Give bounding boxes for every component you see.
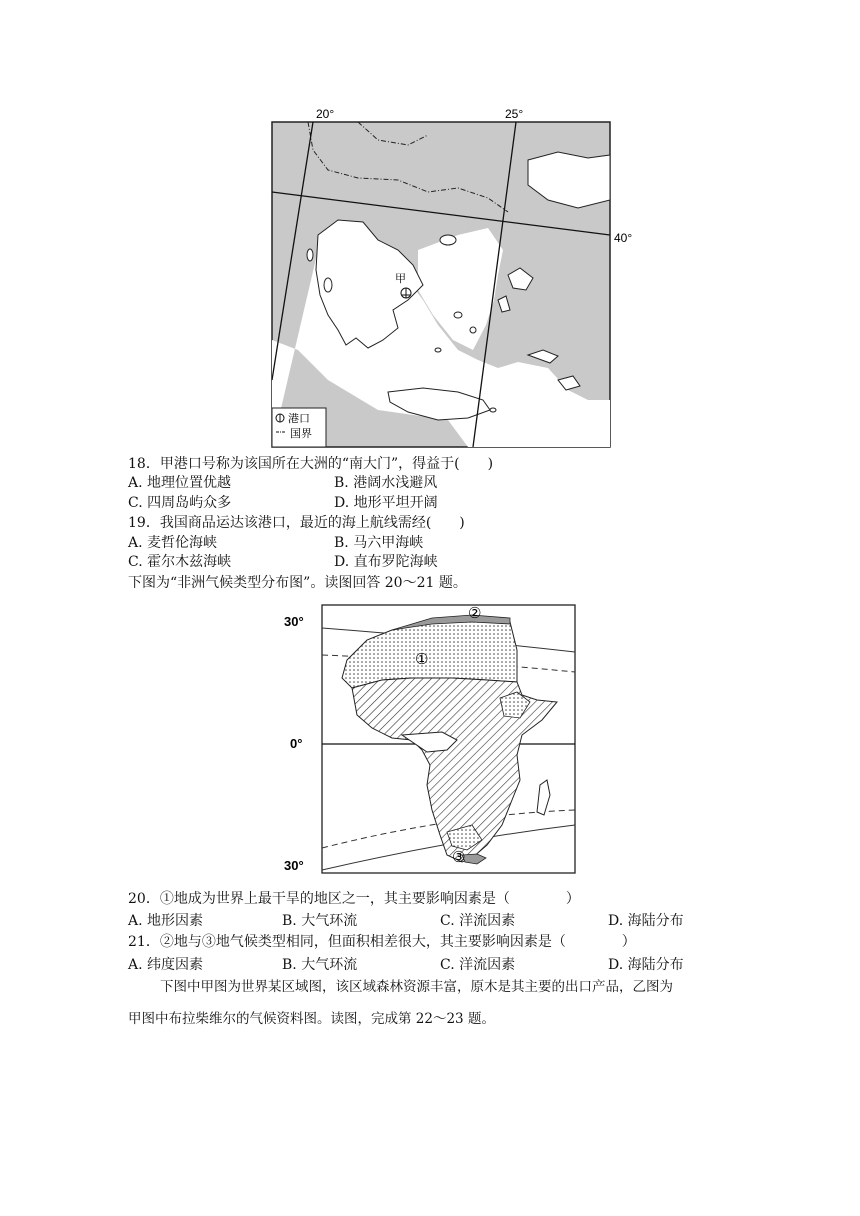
lat-label-40: 40°	[614, 231, 633, 245]
legend-border-label: 国界	[290, 428, 312, 440]
africa-climate-map	[272, 600, 592, 880]
intro-22-23-line1: 下图中甲图为世界某区域图，该区域森林资源丰富，原木是其主要的出口产品，乙图为	[160, 979, 673, 995]
q19-option-a[interactable]: A. 麦哲伦海峡	[128, 535, 218, 551]
q19-option-b[interactable]: B. 马六甲海峡	[334, 535, 424, 551]
q18-option-c[interactable]: C. 四周岛屿众多	[128, 495, 232, 511]
q18-option-d[interactable]: D. 地形平坦开阔	[334, 495, 438, 511]
q21-option-d[interactable]: D. 海陆分布	[608, 957, 684, 973]
marker-1: ①	[415, 651, 429, 668]
intro-20-21: 下图为“非洲气候类型分布图”。读图回答 20～21 题。	[128, 575, 467, 591]
lon-label-20: 20°	[316, 107, 335, 121]
greece-map	[258, 100, 638, 452]
lat-label-0: 0°	[290, 736, 303, 751]
q20-option-a[interactable]: A. 地形因素	[128, 913, 204, 929]
place-label-jia: 甲	[395, 273, 406, 285]
lat-label-30s: 30°	[284, 858, 304, 873]
q18-stem: 18．甲港口号称为该国所在大洲的“南大门”，得益于( )	[128, 456, 494, 472]
q19-option-c[interactable]: C. 霍尔木兹海峡	[128, 554, 232, 570]
q19-option-d[interactable]: D. 直布罗陀海峡	[334, 554, 438, 570]
q20-option-b[interactable]: B. 大气环流	[282, 913, 358, 929]
marker-2: ②	[468, 605, 482, 622]
q18-option-b[interactable]: B. 港阔水浅避风	[334, 475, 438, 491]
q20-stem: 20．①地成为世界上最干旱的地区之一，其主要影响因素是（ ）	[128, 891, 580, 907]
q20-option-d[interactable]: D. 海陆分布	[608, 913, 684, 929]
q21-stem: 21．②地与③地气候类型相同，但面积相差很大，其主要影响因素是（ ）	[128, 934, 636, 950]
intro-22-23-line2: 甲图中布拉柴维尔的气候资料图。读图，完成第 22～23 题。	[128, 1011, 495, 1027]
lon-label-25: 25°	[505, 107, 524, 121]
marker-3: ③	[452, 849, 466, 866]
legend-port-label: 港口	[288, 413, 310, 425]
q20-option-c[interactable]: C. 洋流因素	[440, 913, 516, 929]
q19-stem: 19．我国商品运达该港口，最近的海上航线需经( )	[128, 515, 465, 531]
q21-option-c[interactable]: C. 洋流因素	[440, 957, 516, 973]
q21-option-b[interactable]: B. 大气环流	[282, 957, 358, 973]
q21-option-a[interactable]: A. 纬度因素	[128, 957, 204, 973]
q18-option-a[interactable]: A. 地理位置优越	[128, 475, 232, 491]
lat-label-30n: 30°	[284, 614, 304, 629]
